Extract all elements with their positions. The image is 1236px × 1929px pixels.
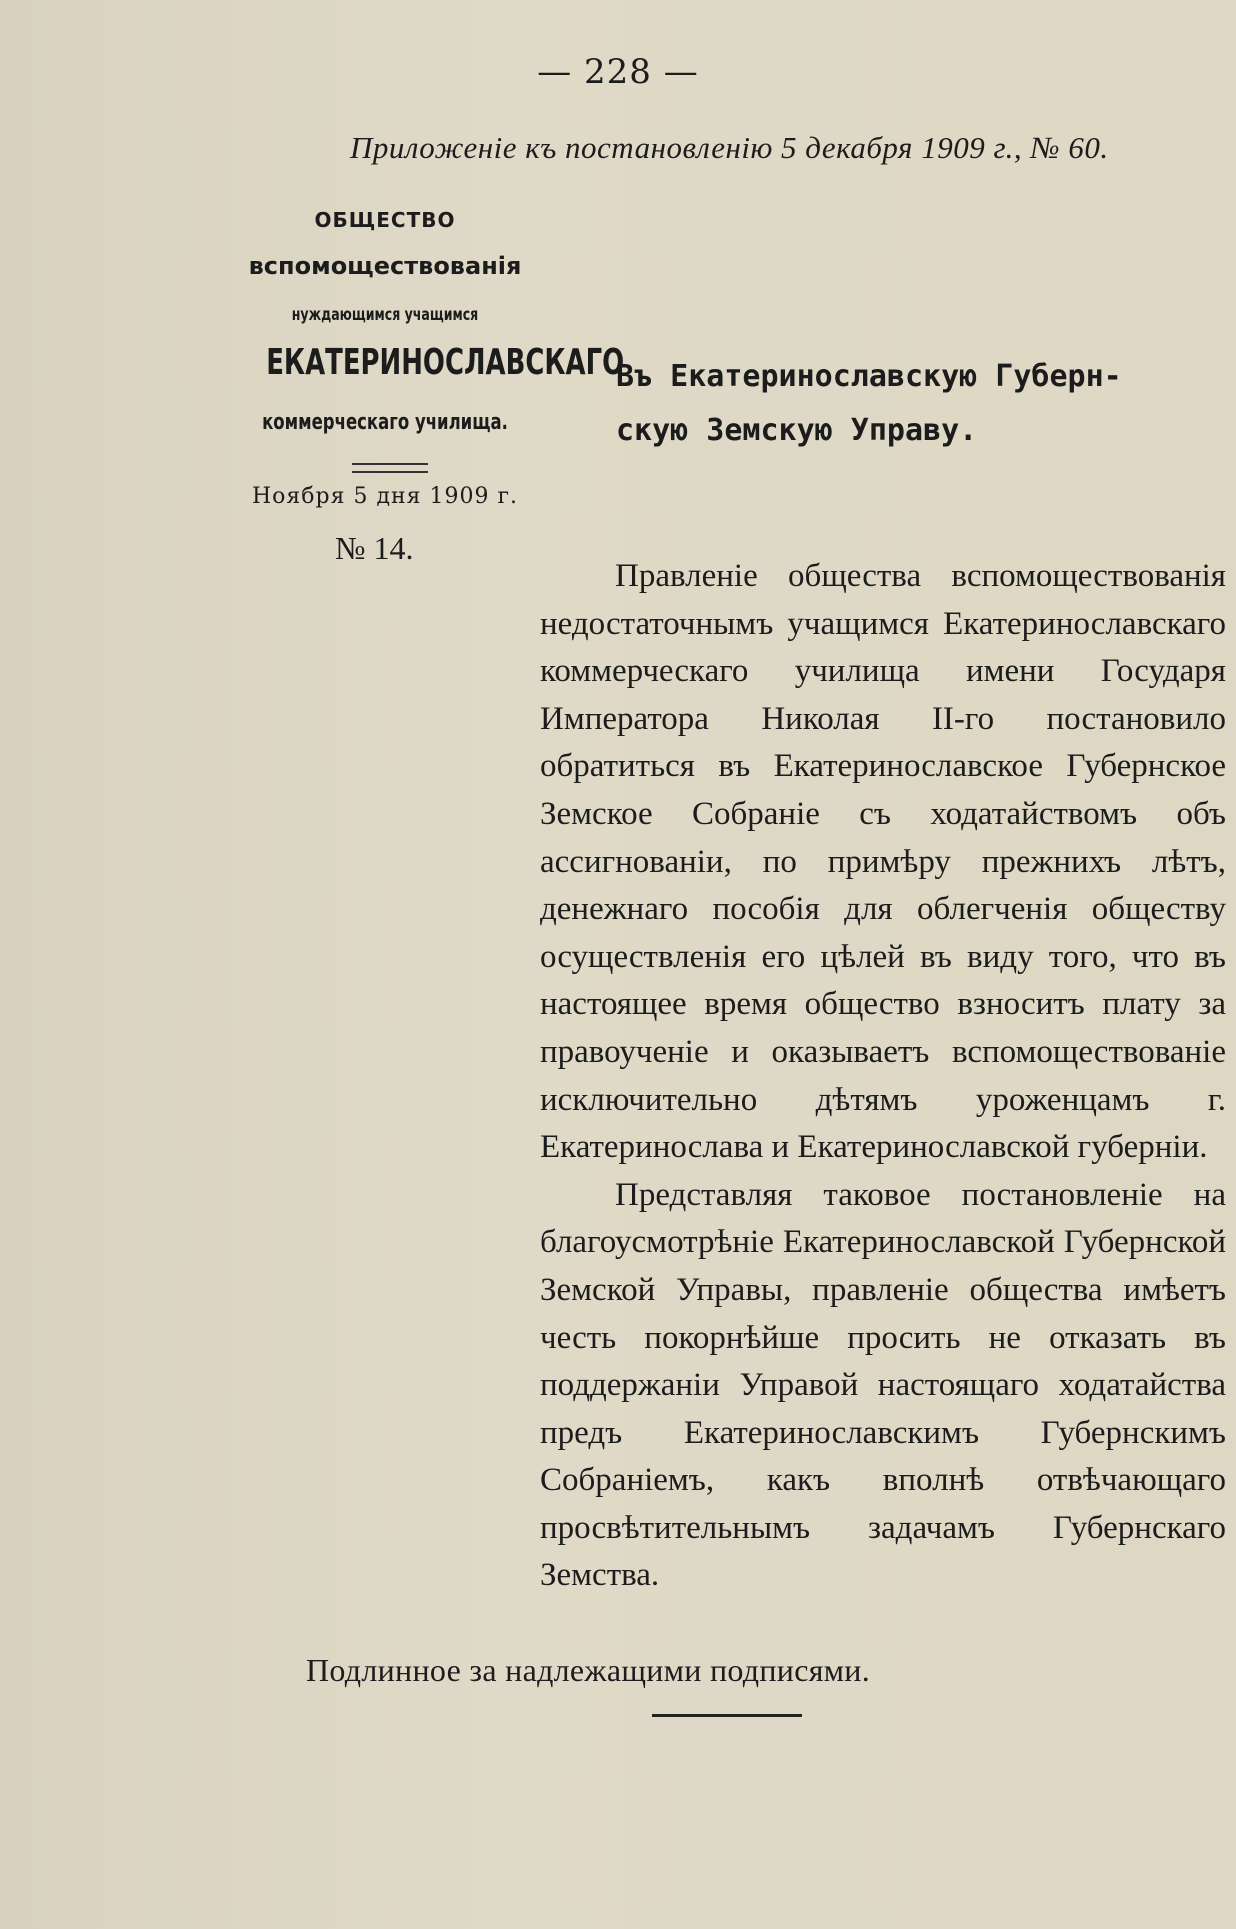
- letter-number: № 14.: [335, 530, 414, 566]
- bottom-divider: [652, 1714, 802, 1717]
- organization-line-4: ЕКАТЕРИНОСЛАВСКАГО: [266, 342, 625, 383]
- closing-note: Подлинное за надлежащими подписями.: [306, 1652, 871, 1688]
- organization-line-2: вспомоществованія: [248, 252, 522, 280]
- recipient-address: [616, 350, 1206, 458]
- organization-line-3: нуждающимся учащимся: [291, 305, 479, 325]
- organization-line-5: коммерческаго училища.: [262, 410, 508, 435]
- body-paragraph-2: Представляя таковое постановленіе на благоусмотрѣніе Екатеринославской Губернской Земской Управы, правленіе общества имѣетъ честь покорнѣйше просить не отказать въ поддержаніи Управой настоящаго ходатайства предъ Екатеринославскимъ Губернскимъ Собраніемъ, какъ вполнѣ отвѣчающаго просвѣтительнымъ задачамъ Губернскаго Земства.: [540, 1176, 1226, 1594]
- organization-divider: [352, 463, 428, 473]
- recipient-line-1: Въ Екатеринославскую Губерн-: [616, 359, 1122, 394]
- organization-line-1: ОБЩЕСТВО: [314, 208, 456, 232]
- letter-date: Ноября 5 дня 1909 г.: [251, 484, 519, 509]
- page-number: — 228 —: [537, 52, 699, 92]
- recipient-line-2: скую Земскую Управу.: [616, 413, 978, 448]
- body-paragraph-1: Правленіе общества вспомоществованія недостаточнымъ учащимся Екатеринославскаго коммерческаго училища имени Государя Императора Николая II-го постановило обратиться въ Екатеринославское Губернское Земское Собраніе съ ходатайствомъ объ ассигнованіи, по примѣру прежнихъ лѣтъ, денежнаго пособія для облегченія обществу осуществленія его цѣлей въ виду того, что въ настоящее время общество взноситъ плату за правоученіе и оказываетъ вспомоществованіе исключительно дѣтямъ уроженцамъ г. Екатеринослава и Екатеринославской губерніи.: [540, 558, 1226, 1166]
- appendix-reference: Приложеніе къ постановленію 5 декабря 1909 г., № 60.: [350, 130, 1109, 165]
- letter-body: [540, 553, 1226, 1600]
